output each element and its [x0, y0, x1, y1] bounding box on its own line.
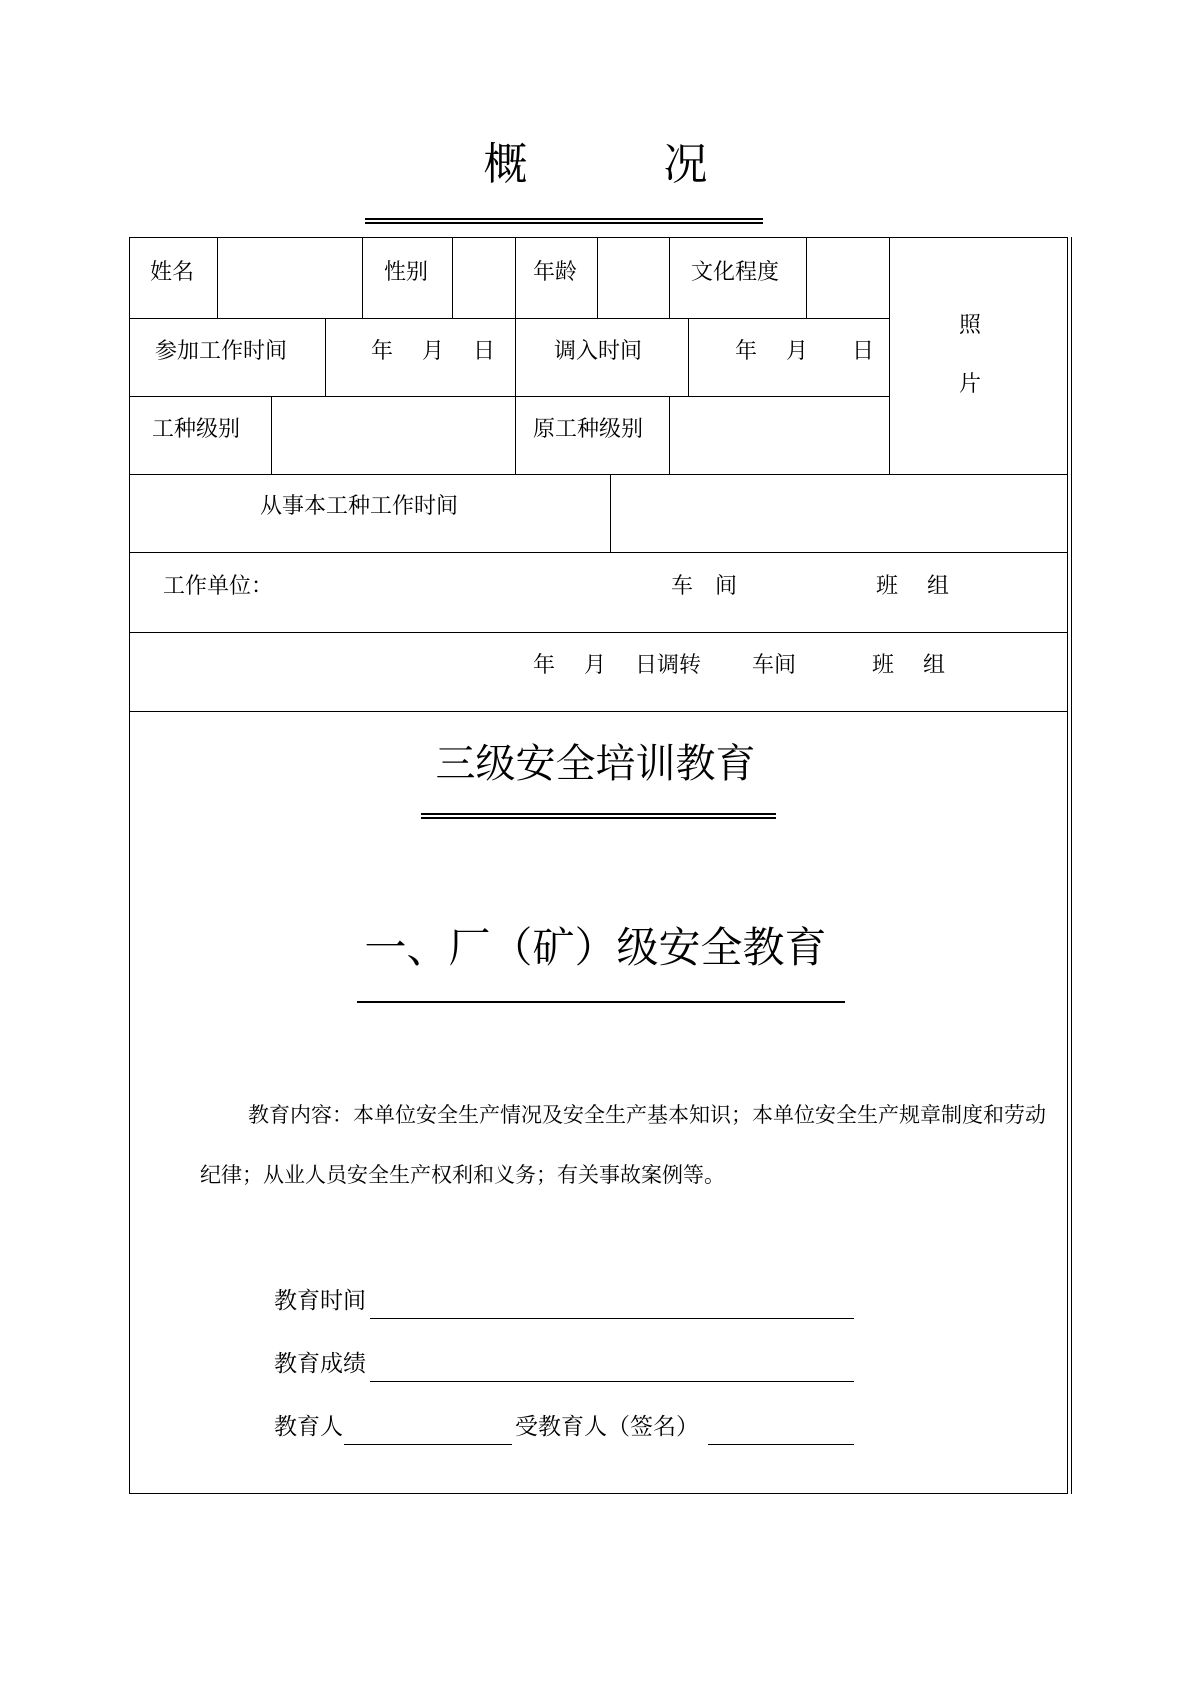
job-grade-label: 工种级别 [152, 417, 241, 442]
col-line [610, 474, 611, 552]
content-line-2: 纪律；从业人员安全生产权利和义务；有关事故案例等。 [200, 1163, 725, 1187]
education-time-line[interactable] [370, 1318, 854, 1319]
row-line-4 [129, 552, 1068, 553]
col-line [515, 237, 516, 474]
transfer-out-date: 年 月 日调转 [533, 653, 701, 678]
transfer-in-label: 调入时间 [554, 339, 643, 364]
photo-label-2: 片 [959, 372, 982, 397]
photo-label-1: 照 [959, 313, 982, 338]
workshop-label: 车 间 [671, 574, 738, 599]
col-line [271, 396, 272, 474]
education-score-line[interactable] [370, 1381, 854, 1382]
col-line [669, 396, 670, 474]
join-work-label: 参加工作时间 [155, 339, 288, 364]
education-label: 文化程度 [691, 260, 780, 285]
col-line [669, 237, 670, 318]
orig-job-grade-label: 原工种级别 [533, 417, 644, 442]
col-line [452, 237, 453, 318]
photo-col-line [889, 237, 890, 474]
title-char-2: 况 [663, 139, 708, 190]
row-line-3 [129, 474, 1068, 475]
gender-label: 性别 [384, 260, 429, 285]
row-line-1 [129, 318, 889, 319]
section-title-underline [357, 1001, 845, 1003]
col-line [217, 237, 218, 318]
educator-label: 教育人 [274, 1414, 343, 1440]
trainee-label: 受教育人（签名） [515, 1414, 699, 1440]
education-score-label: 教育成绩 [274, 1351, 366, 1377]
row-line-5 [129, 632, 1068, 633]
transfer-workshop-label: 车间 [752, 653, 797, 678]
name-label: 姓名 [150, 260, 195, 285]
col-line [325, 318, 326, 396]
training-heading-underline [421, 813, 776, 819]
title-char-1: 概 [483, 139, 528, 190]
col-line [806, 237, 807, 318]
col-line [597, 237, 598, 318]
page-title [0, 135, 1191, 195]
section-title: 一、厂（矿）级安全教育 [364, 923, 827, 972]
job-time-label: 从事本工种工作时间 [260, 494, 459, 519]
trainee-sign-line[interactable] [708, 1444, 854, 1445]
team-label: 班 组 [876, 574, 949, 599]
transfer-team-label: 班 组 [872, 653, 945, 678]
educator-sign-line[interactable] [344, 1444, 512, 1445]
form-frame-double-edge [1071, 237, 1072, 1494]
col-line [362, 237, 363, 318]
col-line [688, 318, 689, 396]
join-date: 年 月 日 [371, 339, 495, 364]
training-heading: 三级安全培训教育 [435, 741, 756, 787]
title-underline [365, 218, 763, 224]
transfer-date: 年 月 日 [735, 339, 874, 364]
content-line-1: 教育内容：本单位安全生产情况及安全生产基本知识；本单位安全生产规章制度和劳动 [248, 1103, 1046, 1127]
education-time-label: 教育时间 [274, 1288, 366, 1314]
row-line-6 [129, 711, 1068, 712]
row-line-2 [129, 396, 889, 397]
age-label: 年龄 [533, 260, 578, 285]
work-unit-label: 工作单位： [163, 574, 274, 599]
